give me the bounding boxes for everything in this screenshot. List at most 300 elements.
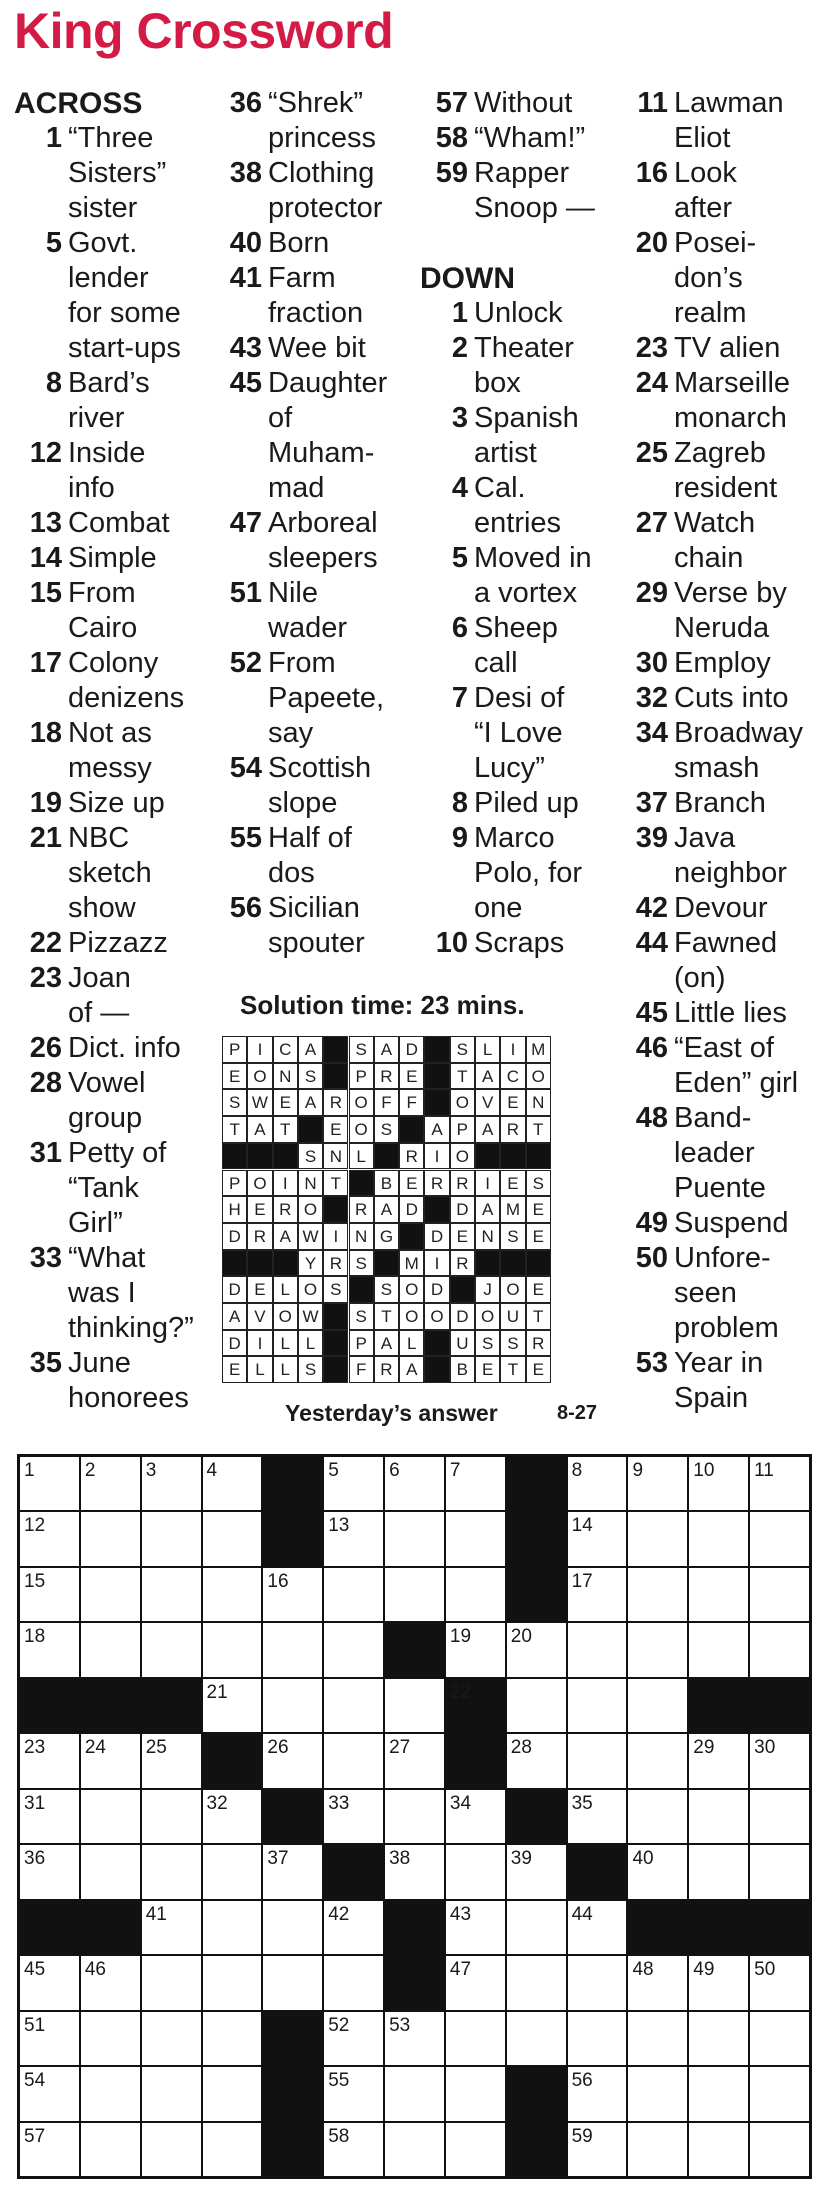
grid-cell[interactable] bbox=[749, 2066, 810, 2121]
across-clue-40[interactable] bbox=[214, 226, 414, 261]
grid-cell[interactable] bbox=[445, 2066, 506, 2121]
grid-cell[interactable] bbox=[323, 2011, 384, 2066]
answer-cell: S bbox=[374, 1276, 399, 1303]
grid-cell[interactable] bbox=[627, 1456, 688, 1511]
down-clue-1[interactable] bbox=[420, 296, 620, 331]
down-clue-42[interactable] bbox=[620, 891, 820, 926]
grid-cell[interactable] bbox=[202, 1844, 263, 1899]
grid-cell[interactable] bbox=[567, 2122, 628, 2177]
clue-text: Java neighbor bbox=[674, 822, 787, 889]
grid-cell[interactable] bbox=[688, 1955, 749, 2010]
grid-cell[interactable] bbox=[384, 1678, 445, 1733]
grid-cell[interactable] bbox=[567, 1511, 628, 1566]
across-clues-column-2 bbox=[214, 86, 414, 961]
down-clue-23[interactable] bbox=[620, 331, 820, 366]
grid-cell[interactable] bbox=[262, 1622, 323, 1677]
grid-cell[interactable] bbox=[627, 1678, 688, 1733]
grid-cell[interactable] bbox=[19, 1511, 80, 1566]
grid-cell[interactable] bbox=[141, 2122, 202, 2177]
down-clue-48[interactable] bbox=[620, 1101, 820, 1206]
grid-cell[interactable] bbox=[262, 1733, 323, 1788]
answer-cell: L bbox=[273, 1356, 298, 1383]
grid-cell[interactable] bbox=[262, 1900, 323, 1955]
clue-text: Zagreb resident bbox=[674, 437, 778, 504]
down-clue-37[interactable] bbox=[620, 786, 820, 821]
answer-black-square bbox=[247, 1250, 272, 1277]
clue-number: 23 bbox=[635, 332, 668, 364]
down-clue-39[interactable] bbox=[620, 821, 820, 891]
grid-cell[interactable] bbox=[627, 1789, 688, 1844]
across-clue-14[interactable] bbox=[14, 541, 214, 576]
grid-cell[interactable] bbox=[323, 1511, 384, 1566]
grid-cell[interactable] bbox=[749, 1844, 810, 1899]
across-clue-23[interactable] bbox=[14, 961, 214, 1031]
clue-text: Half of dos bbox=[268, 822, 352, 889]
grid-cell[interactable] bbox=[688, 1789, 749, 1844]
cell-number: 59 bbox=[571, 2125, 593, 2147]
grid-cell[interactable] bbox=[688, 2066, 749, 2121]
across-clue-1[interactable] bbox=[14, 121, 214, 226]
grid-cell[interactable] bbox=[627, 1733, 688, 1788]
grid-cell[interactable] bbox=[384, 1567, 445, 1622]
clue-number: 11 bbox=[637, 87, 668, 119]
grid-cell[interactable] bbox=[141, 1511, 202, 1566]
across-clue-55[interactable] bbox=[214, 821, 414, 891]
down-clue-46[interactable] bbox=[620, 1031, 820, 1101]
answer-cell: G bbox=[374, 1223, 399, 1250]
cell-number: 46 bbox=[84, 1959, 106, 1981]
down-clue-10[interactable] bbox=[420, 926, 620, 961]
answer-cell: D bbox=[222, 1223, 247, 1250]
down-clue-53[interactable] bbox=[620, 1346, 820, 1416]
down-clue-24[interactable] bbox=[620, 366, 820, 436]
clue-number: 4 bbox=[451, 472, 468, 504]
down-clue-45[interactable] bbox=[620, 996, 820, 1031]
grid-cell[interactable] bbox=[749, 1622, 810, 1677]
down-clue-27[interactable] bbox=[620, 506, 820, 576]
across-header: ACROSS bbox=[14, 87, 143, 120]
grid-cell[interactable] bbox=[323, 1733, 384, 1788]
grid-cell[interactable] bbox=[384, 1789, 445, 1844]
grid-cell[interactable] bbox=[323, 1456, 384, 1511]
answer-black-square bbox=[323, 1356, 348, 1383]
answer-cell: D bbox=[450, 1303, 475, 1330]
clue-text: Sheep call bbox=[474, 612, 558, 679]
grid-cell[interactable] bbox=[19, 1456, 80, 1511]
clue-text: “Shrek” princess bbox=[268, 87, 376, 154]
clue-text: Band- leader Puente bbox=[674, 1102, 766, 1204]
clue-text: Fawned (on) bbox=[674, 927, 778, 994]
clue-number: 7 bbox=[451, 682, 468, 714]
cell-number: 10 bbox=[693, 1460, 715, 1481]
clue-number: 16 bbox=[635, 157, 668, 189]
grid-cell[interactable] bbox=[445, 1789, 506, 1844]
grid-cell[interactable] bbox=[749, 1456, 810, 1511]
black-square bbox=[506, 1789, 567, 1844]
grid-cell[interactable] bbox=[688, 1511, 749, 1566]
clue-number: 45 bbox=[229, 367, 262, 399]
answer-cell: A bbox=[374, 1330, 399, 1357]
across-clue-54[interactable] bbox=[214, 751, 414, 821]
clue-text: “Wham!” bbox=[474, 122, 586, 154]
grid-cell[interactable] bbox=[262, 1844, 323, 1899]
grid-cell[interactable] bbox=[506, 1955, 567, 2010]
grid-cell[interactable] bbox=[202, 1789, 263, 1844]
grid-cell[interactable] bbox=[688, 1844, 749, 1899]
grid-cell[interactable] bbox=[445, 1567, 506, 1622]
answer-cell: N bbox=[298, 1170, 323, 1197]
grid-cell[interactable] bbox=[445, 2122, 506, 2177]
grid-cell[interactable] bbox=[749, 2122, 810, 2177]
clue-text: Verse by Neruda bbox=[674, 577, 787, 644]
black-square bbox=[262, 1456, 323, 1511]
clue-number: 28 bbox=[29, 1067, 62, 1099]
grid-cell[interactable] bbox=[80, 2011, 141, 2066]
grid-cell[interactable] bbox=[567, 1900, 628, 1955]
answer-cell: D bbox=[424, 1223, 449, 1250]
down-clue-32[interactable] bbox=[620, 681, 820, 716]
answer-black-square bbox=[424, 1330, 449, 1357]
grid-cell[interactable] bbox=[567, 2066, 628, 2121]
across-clue-59[interactable] bbox=[420, 156, 620, 226]
across-clue-26[interactable] bbox=[14, 1031, 214, 1066]
answer-cell: O bbox=[349, 1089, 374, 1116]
clue-text: Lawman Eliot bbox=[674, 87, 784, 154]
across-clue-19[interactable] bbox=[14, 786, 214, 821]
crossword-grid[interactable] bbox=[17, 1454, 812, 2179]
answer-black-square bbox=[323, 1303, 348, 1330]
grid-cell[interactable] bbox=[19, 1955, 80, 2010]
grid-cell[interactable] bbox=[506, 1622, 567, 1677]
grid-cell[interactable] bbox=[80, 1622, 141, 1677]
grid-cell[interactable] bbox=[384, 2066, 445, 2121]
grid-cell[interactable] bbox=[202, 2122, 263, 2177]
answer-cell: P bbox=[222, 1170, 247, 1197]
grid-cell[interactable] bbox=[80, 1511, 141, 1566]
grid-cell[interactable] bbox=[627, 1567, 688, 1622]
clue-text: Sicilian spouter bbox=[268, 892, 365, 959]
down-clue-2[interactable] bbox=[420, 331, 620, 401]
black-square bbox=[384, 1622, 445, 1677]
grid-cell[interactable] bbox=[627, 2011, 688, 2066]
grid-cell[interactable] bbox=[627, 2122, 688, 2177]
grid-cell[interactable] bbox=[202, 1511, 263, 1566]
answer-cell: R bbox=[374, 1063, 399, 1090]
grid-cell[interactable] bbox=[567, 1733, 628, 1788]
black-square bbox=[19, 1900, 80, 1955]
yesterday-answer-label: Yesterday’s answer bbox=[285, 1400, 498, 1426]
across-clue-8[interactable] bbox=[14, 366, 214, 436]
black-square bbox=[749, 1678, 810, 1733]
grid-cell[interactable] bbox=[384, 1511, 445, 1566]
down-clue-50[interactable] bbox=[620, 1241, 820, 1346]
clue-text: June honorees bbox=[68, 1347, 189, 1414]
cell-number: 40 bbox=[632, 1848, 654, 1870]
clue-number: 49 bbox=[635, 1207, 668, 1239]
down-clue-9[interactable] bbox=[420, 821, 620, 926]
grid-cell[interactable] bbox=[19, 1567, 80, 1622]
down-clue-29[interactable] bbox=[620, 576, 820, 646]
answer-cell: O bbox=[298, 1276, 323, 1303]
grid-cell[interactable] bbox=[384, 1844, 445, 1899]
grid-cell[interactable] bbox=[202, 1622, 263, 1677]
grid-cell[interactable] bbox=[567, 1456, 628, 1511]
grid-cell[interactable] bbox=[627, 1955, 688, 2010]
cell-number: 27 bbox=[389, 1737, 411, 1759]
clue-number: 37 bbox=[635, 787, 668, 819]
down-clue-6[interactable] bbox=[420, 611, 620, 681]
grid-cell[interactable] bbox=[323, 1789, 384, 1844]
clue-text: “Three Sisters” sister bbox=[68, 122, 167, 224]
clue-number: 5 bbox=[45, 227, 62, 259]
grid-cell[interactable] bbox=[19, 2066, 80, 2121]
grid-cell[interactable] bbox=[567, 1567, 628, 1622]
grid-cell[interactable] bbox=[80, 2122, 141, 2177]
clue-text: Cuts into bbox=[674, 682, 789, 714]
answer-cell: J bbox=[475, 1276, 500, 1303]
grid-cell[interactable] bbox=[567, 2011, 628, 2066]
grid-cell[interactable] bbox=[19, 2122, 80, 2177]
grid-cell[interactable] bbox=[749, 1789, 810, 1844]
down-clue-30[interactable] bbox=[620, 646, 820, 681]
grid-cell[interactable] bbox=[202, 2011, 263, 2066]
grid-cell[interactable] bbox=[323, 2122, 384, 2177]
grid-cell[interactable] bbox=[202, 1567, 263, 1622]
grid-cell[interactable] bbox=[384, 2122, 445, 2177]
clue-number: 34 bbox=[635, 717, 668, 749]
across-clue-5[interactable] bbox=[14, 226, 214, 366]
grid-cell[interactable] bbox=[323, 2066, 384, 2121]
grid-cell[interactable] bbox=[445, 1456, 506, 1511]
grid-cell[interactable] bbox=[19, 1789, 80, 1844]
black-square bbox=[80, 1678, 141, 1733]
cell-number: 31 bbox=[24, 1792, 46, 1814]
grid-cell[interactable] bbox=[323, 1900, 384, 1955]
grid-cell[interactable] bbox=[749, 1733, 810, 1788]
grid-cell[interactable] bbox=[202, 1456, 263, 1511]
across-clue-56[interactable] bbox=[214, 891, 414, 961]
grid-cell[interactable] bbox=[627, 2066, 688, 2121]
grid-cell[interactable] bbox=[445, 2011, 506, 2066]
answer-cell: E bbox=[526, 1276, 551, 1303]
down-clue-4[interactable] bbox=[420, 471, 620, 541]
grid-cell[interactable] bbox=[506, 1900, 567, 1955]
grid-cell[interactable] bbox=[141, 1733, 202, 1788]
answer-cell: L bbox=[273, 1330, 298, 1357]
across-clue-35[interactable] bbox=[14, 1346, 214, 1416]
answer-cell: T bbox=[500, 1356, 525, 1383]
grid-cell[interactable] bbox=[506, 1733, 567, 1788]
across-clue-17[interactable] bbox=[14, 646, 214, 716]
grid-cell[interactable] bbox=[80, 1789, 141, 1844]
down-clue-3[interactable] bbox=[420, 401, 620, 471]
answer-cell: S bbox=[374, 1116, 399, 1143]
across-clue-57[interactable] bbox=[420, 86, 620, 121]
grid-cell[interactable] bbox=[506, 1844, 567, 1899]
down-clue-7[interactable] bbox=[420, 681, 620, 786]
grid-cell[interactable] bbox=[688, 1567, 749, 1622]
down-clue-11[interactable] bbox=[620, 86, 820, 156]
grid-cell[interactable] bbox=[688, 1456, 749, 1511]
grid-cell[interactable] bbox=[80, 1567, 141, 1622]
grid-cell[interactable] bbox=[141, 2011, 202, 2066]
answer-black-square bbox=[349, 1276, 374, 1303]
clue-number: 58 bbox=[435, 122, 468, 154]
across-clue-45[interactable] bbox=[214, 366, 414, 506]
grid-cell[interactable] bbox=[202, 1955, 263, 2010]
down-clue-34[interactable] bbox=[620, 716, 820, 786]
across-clue-52[interactable] bbox=[214, 646, 414, 751]
across-clue-28[interactable] bbox=[14, 1066, 214, 1136]
answer-cell: S bbox=[222, 1089, 247, 1116]
grid-cell[interactable] bbox=[749, 2011, 810, 2066]
grid-cell[interactable] bbox=[80, 1456, 141, 1511]
grid-cell[interactable] bbox=[323, 1622, 384, 1677]
clue-number: 1 bbox=[451, 297, 468, 329]
grid-cell[interactable] bbox=[567, 1789, 628, 1844]
grid-cell[interactable] bbox=[688, 1622, 749, 1677]
across-clue-41[interactable] bbox=[214, 261, 414, 331]
grid-cell[interactable] bbox=[688, 2122, 749, 2177]
cell-number: 52 bbox=[328, 2014, 350, 2036]
across-clue-13[interactable] bbox=[14, 506, 214, 541]
grid-cell[interactable] bbox=[445, 1900, 506, 1955]
grid-cell[interactable] bbox=[445, 1511, 506, 1566]
grid-cell[interactable] bbox=[445, 1622, 506, 1677]
grid-cell[interactable] bbox=[384, 1456, 445, 1511]
grid-cell[interactable] bbox=[202, 2066, 263, 2121]
grid-cell[interactable] bbox=[80, 1844, 141, 1899]
clue-text: Scottish slope bbox=[268, 752, 372, 819]
grid-cell[interactable] bbox=[567, 1955, 628, 2010]
answer-cell: E bbox=[500, 1089, 525, 1116]
down-clue-5[interactable] bbox=[420, 541, 620, 611]
across-clue-12[interactable] bbox=[14, 436, 214, 506]
grid-cell[interactable] bbox=[627, 1622, 688, 1677]
answer-cell: W bbox=[298, 1303, 323, 1330]
clue-text: Farm fraction bbox=[268, 262, 364, 329]
across-clue-31[interactable] bbox=[14, 1136, 214, 1241]
grid-cell[interactable] bbox=[749, 1567, 810, 1622]
grid-cell[interactable] bbox=[688, 2011, 749, 2066]
clue-text: Bard’s river bbox=[68, 367, 150, 434]
grid-cell[interactable] bbox=[141, 1955, 202, 2010]
grid-cell[interactable] bbox=[323, 1567, 384, 1622]
grid-cell[interactable] bbox=[80, 2066, 141, 2121]
grid-cell[interactable] bbox=[80, 1955, 141, 2010]
cell-number: 55 bbox=[328, 2070, 350, 2092]
across-clue-36[interactable] bbox=[214, 86, 414, 156]
grid-cell[interactable] bbox=[141, 1567, 202, 1622]
grid-cell[interactable] bbox=[384, 2011, 445, 2066]
grid-cell[interactable] bbox=[141, 1622, 202, 1677]
down-clue-25[interactable] bbox=[620, 436, 820, 506]
answer-cell: V bbox=[247, 1303, 272, 1330]
grid-cell[interactable] bbox=[506, 1678, 567, 1733]
answer-black-square bbox=[374, 1143, 399, 1170]
down-clue-20[interactable] bbox=[620, 226, 820, 331]
answer-cell: A bbox=[399, 1356, 424, 1383]
grid-cell[interactable] bbox=[323, 1955, 384, 2010]
grid-cell[interactable] bbox=[688, 1733, 749, 1788]
grid-cell[interactable] bbox=[384, 1733, 445, 1788]
down-clue-49[interactable] bbox=[620, 1206, 820, 1241]
grid-cell[interactable] bbox=[262, 1955, 323, 2010]
down-clue-8[interactable] bbox=[420, 786, 620, 821]
grid-cell[interactable] bbox=[202, 1678, 263, 1733]
grid-cell[interactable] bbox=[445, 1844, 506, 1899]
clue-text: Branch bbox=[674, 787, 766, 819]
cell-number: 47 bbox=[449, 1959, 472, 1981]
across-clue-15[interactable] bbox=[14, 576, 214, 646]
grid-cell[interactable] bbox=[262, 1678, 323, 1733]
answer-cell: A bbox=[475, 1116, 500, 1143]
grid-cell[interactable] bbox=[323, 1678, 384, 1733]
grid-cell[interactable] bbox=[141, 1456, 202, 1511]
down-clue-44[interactable] bbox=[620, 926, 820, 996]
grid-cell[interactable] bbox=[141, 1844, 202, 1899]
across-clue-58[interactable] bbox=[420, 121, 620, 156]
grid-cell[interactable] bbox=[19, 1733, 80, 1788]
grid-cell[interactable] bbox=[506, 2011, 567, 2066]
answer-black-square bbox=[298, 1116, 323, 1143]
grid-cell[interactable] bbox=[202, 1900, 263, 1955]
clue-number: 27 bbox=[635, 507, 668, 539]
across-clue-47[interactable] bbox=[214, 506, 414, 576]
grid-cell[interactable] bbox=[19, 1622, 80, 1677]
cell-number: 28 bbox=[510, 1737, 532, 1759]
cell-number: 9 bbox=[632, 1460, 644, 1481]
clue-text: Without bbox=[474, 87, 573, 119]
grid-cell[interactable] bbox=[80, 1733, 141, 1788]
grid-cell[interactable] bbox=[19, 2011, 80, 2066]
grid-cell[interactable] bbox=[749, 1955, 810, 2010]
down-clue-16[interactable] bbox=[620, 156, 820, 226]
answer-cell: E bbox=[399, 1063, 424, 1090]
answer-cell: E bbox=[475, 1356, 500, 1383]
across-clue-33[interactable] bbox=[14, 1241, 214, 1346]
grid-cell[interactable] bbox=[749, 1511, 810, 1566]
across-clue-18[interactable] bbox=[14, 716, 214, 786]
across-clue-22[interactable] bbox=[14, 926, 214, 961]
cell-number: 29 bbox=[693, 1737, 715, 1759]
black-square bbox=[445, 1678, 506, 1733]
grid-cell[interactable] bbox=[567, 1622, 628, 1677]
cell-number: 42 bbox=[328, 1903, 350, 1925]
grid-cell[interactable] bbox=[627, 1511, 688, 1566]
clue-text: “East of Eden” girl bbox=[674, 1032, 799, 1099]
answer-cell: S bbox=[298, 1356, 323, 1383]
grid-cell[interactable] bbox=[19, 1844, 80, 1899]
across-clue-21[interactable] bbox=[14, 821, 214, 926]
clue-text: Not as messy bbox=[68, 717, 152, 784]
cell-number: 15 bbox=[24, 1570, 46, 1592]
answer-cell: B bbox=[374, 1170, 399, 1197]
clue-number: 56 bbox=[229, 892, 262, 924]
grid-cell[interactable] bbox=[141, 2066, 202, 2121]
grid-cell[interactable] bbox=[567, 1678, 628, 1733]
grid-cell[interactable] bbox=[141, 1900, 202, 1955]
grid-cell[interactable] bbox=[141, 1789, 202, 1844]
grid-cell[interactable] bbox=[627, 1844, 688, 1899]
grid-cell[interactable] bbox=[445, 1955, 506, 2010]
across-clue-38[interactable] bbox=[214, 156, 414, 226]
across-clue-43[interactable] bbox=[214, 331, 414, 366]
clue-number: 39 bbox=[635, 822, 668, 854]
across-clue-51[interactable] bbox=[214, 576, 414, 646]
grid-cell[interactable] bbox=[262, 1567, 323, 1622]
answer-cell: W bbox=[298, 1223, 323, 1250]
